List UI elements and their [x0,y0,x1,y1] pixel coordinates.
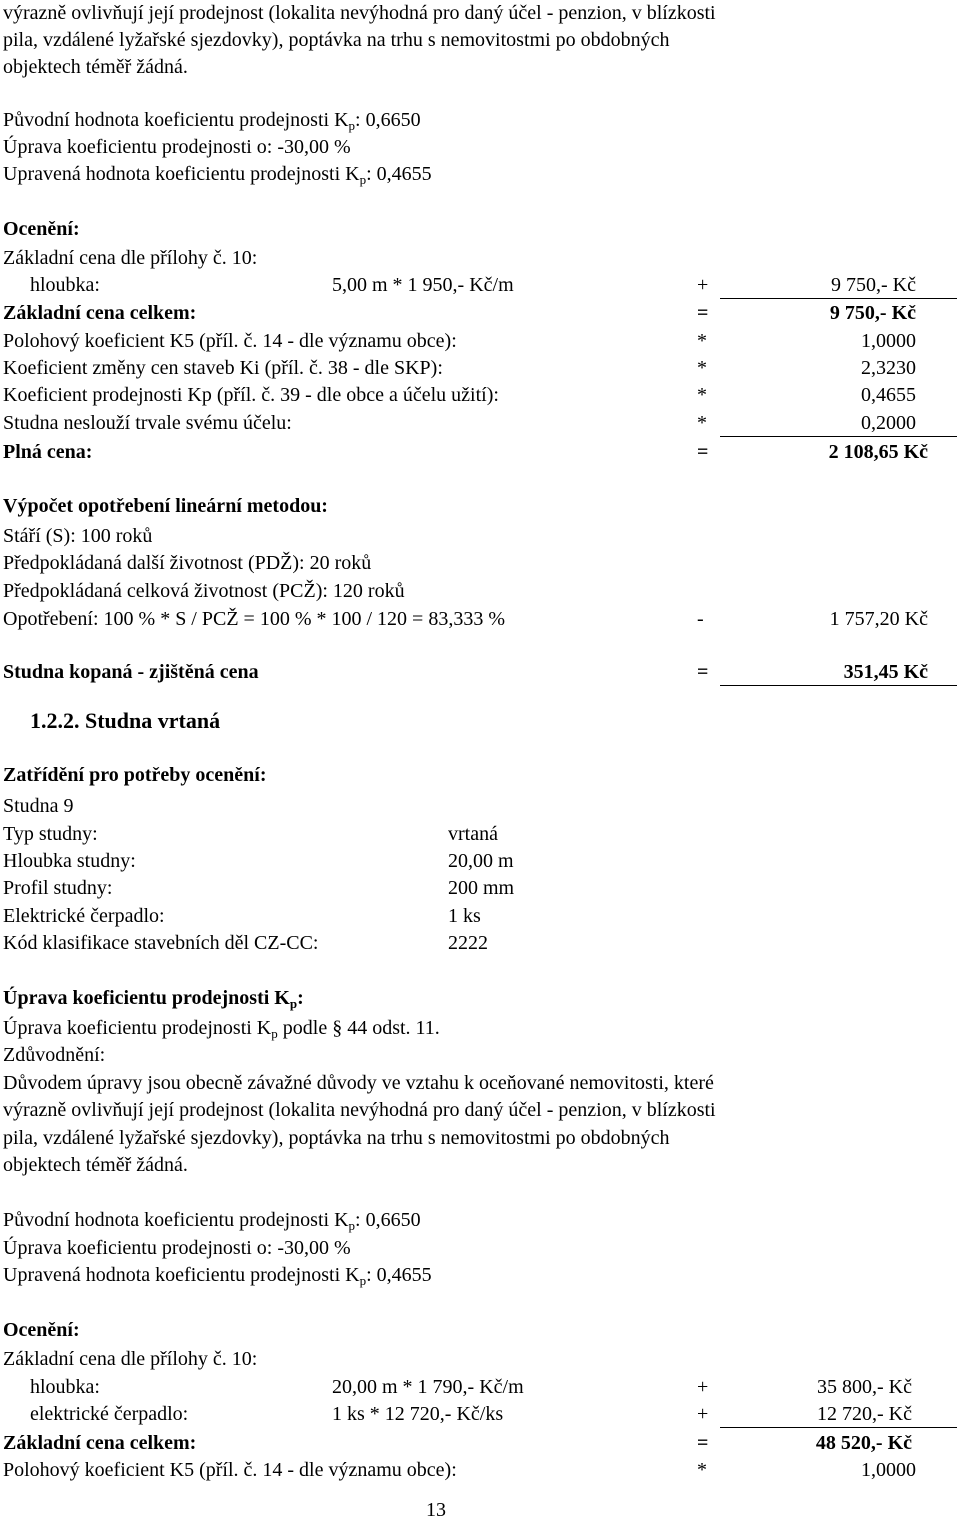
wear-heading: Výpočet opotřebení lineární metodou: [3,495,328,517]
reason-line: pila, vzdálené lyžařské sjezdovky), poptávka na trhu s nemovitostmi po obdobných [3,1127,670,1149]
depth-row: hloubka: 5,00 m * 1 950,- Kč/m + 9 750,- Kč [30,274,916,296]
well-result-row: Studna kopaná - zjištěná cena = 351,45 Kč [3,661,928,683]
classification-row: Hloubka studny: 20,00 m [3,850,514,872]
adjusted-kp-line: Upravená hodnota koeficientu prodejnosti $K_p$: 0,4655 [3,163,432,187]
page-number: 13 [426,1499,446,1521]
sum-underline [720,298,957,299]
valuation-heading: Ocenění: [3,218,80,240]
depth-row: hloubka: 20,00 m * 1 790,- Kč/m + 35 800,- Kč [30,1376,912,1398]
k5-row: Polohový koeficient K5 (příl. č. 14 - dle významu obce): * 1,0000 [3,330,916,352]
sum-underline [720,436,957,437]
adjustment-heading: Úprava koeficientu prodejnosti $K_p$: [3,987,304,1011]
original-kp-line: Původní hodnota koeficientu prodejnosti $K_p$: 0,6650 [3,109,421,133]
classification-row: Elektrické čerpadlo: 1 ks [3,905,481,927]
reason-label: Zdůvodnění: [3,1044,106,1066]
reason-line: objektech téměř žádná. [3,1154,188,1176]
reason-line: výrazně ovlivňují její prodejnost (lokalita nevýhodná pro daný účel - penzion, v blízkosti [3,1099,716,1121]
full-price-row: Plná cena: = 2 108,65 Kč [3,441,928,463]
adjusted-kp-line: Upravená hodnota koeficientu prodejnosti $K_p$: 0,4655 [3,1264,432,1288]
adjustment-line: Úprava koeficientu prodejnosti $K_p$ podle § 44 odst. 11. [3,1017,440,1041]
age-line: Stáří (S): 100 roků [3,525,153,547]
base-total-row: Základní cena celkem: = 48 520,- Kč [3,1432,912,1454]
adjustment-line: Úprava koeficientu prodejnosti o: -30,00 % [3,1237,351,1259]
base-price-line: Základní cena dle přílohy č. 10: [3,1348,258,1370]
pump-row: elektrické čerpadlo: 1 ks * 12 720,- Kč/ks + 12 720,- Kč [30,1403,912,1425]
original-kp-line: Původní hodnota koeficientu prodejnosti $K_p$: 0,6650 [3,1209,421,1233]
section-title: 1.2.2. Studna vrtaná [30,708,221,733]
adjustment-line: Úprava koeficientu prodejnosti o: -30,00 % [3,136,351,158]
base-total-row: Základní cena celkem: = 9 750,- Kč [3,302,916,324]
classification-row: Typ studny: vrtaná [3,823,498,845]
classification-row: Profil studny: 200 mm [3,877,515,899]
wear-calc-row: Opotřebení: 100 % * S / PCŽ = 100 % * 100 / 120 = 83,333 % - 1 757,20 Kč [3,608,928,630]
result-underline [720,685,957,686]
subscript-p: p [348,118,356,133]
valuation-heading: Ocenění: [3,1319,80,1341]
classification-heading: Zatřídění pro potřeby ocenění: [3,764,267,786]
kp-row: Koeficient prodejnosti Kp (příl. č. 39 - dle obce a účelu užití): * 0,4655 [3,384,916,406]
well-row: Studna neslouží trvale svému účelu: * 0,2000 [3,412,916,434]
paragraph-line: objektech téměř žádná. [3,56,188,78]
remaining-life-line: Předpokládaná další životnost (PDŽ): 20 roků [3,552,372,574]
k5-row: Polohový koeficient K5 (příl. č. 14 - dle významu obce): * 1,0000 [3,1459,916,1481]
sum-underline [720,1427,957,1428]
subscript-p: p [359,172,367,187]
reason-line: Důvodem úpravy jsou obecně závažné důvody ve vztahu k oceňované nemovitosti, které [3,1072,714,1094]
ki-row: Koeficient změny cen staveb Ki (příl. č. 38 - dle SKP): * 2,3230 [3,357,916,379]
total-life-line: Předpokládaná celková životnost (PCŽ): 120 roků [3,580,405,602]
paragraph-line: výrazně ovlivňují její prodejnost (lokalita nevýhodná pro daný účel - penzion, v blízkosti [3,2,716,24]
base-price-line: Základní cena dle přílohy č. 10: [3,247,258,269]
paragraph-line: pila, vzdálené lyžařské sjezdovky), poptávka na trhu s nemovitostmi po obdobných [3,29,670,51]
classification-item: Studna 9 [3,795,74,817]
classification-row: Kód klasifikace stavebních děl CZ-CC: 2222 [3,932,488,954]
